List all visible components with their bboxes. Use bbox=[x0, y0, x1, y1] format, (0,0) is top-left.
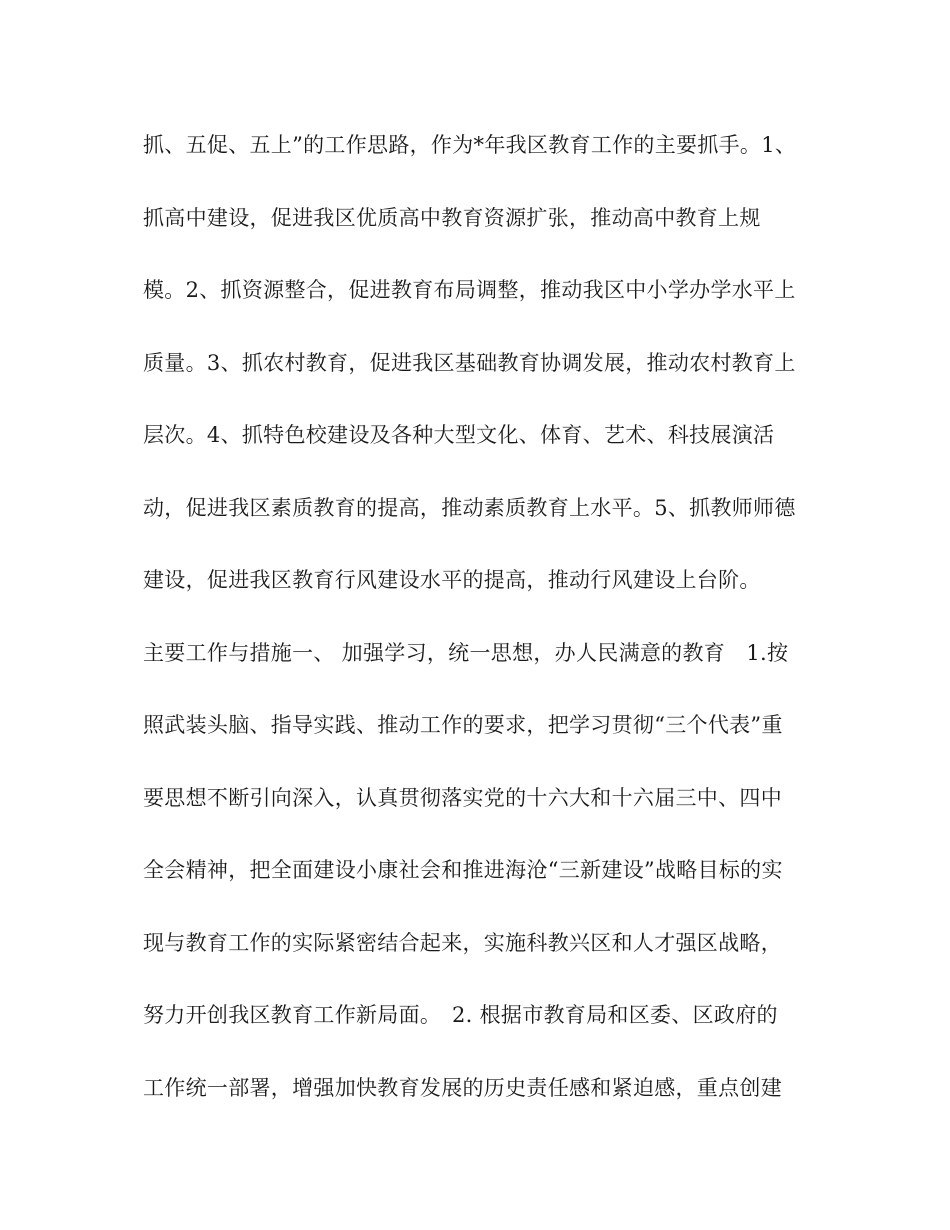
text-line: 抓、五促、五上”的工作思路，作为*年我区教育工作的主要抓手。1、 bbox=[143, 133, 797, 157]
text-line: 工作统一部署，增强加快教育发展的历史责任感和紧迫感，重点创建 bbox=[143, 1075, 782, 1100]
text-line: 主要工作与措施一、 加强学习，统一思想，办人民满意的教育 1.按 bbox=[143, 640, 789, 665]
text-line: 动，促进我区素质教育的提高，推动素质教育上水平。5、抓教师师德 bbox=[143, 495, 796, 520]
text-line: 抓高中建设，促进我区优质高中教育资源扩张，推动高中教育上规 bbox=[143, 205, 761, 230]
text-line: 要思想不断引向深入，认真贯彻落实党的十六大和十六届三中、四中 bbox=[143, 785, 782, 810]
text-line: 建设，促进我区教育行风建设水平的提高，推动行风建设上台阶。 bbox=[143, 568, 761, 592]
body-text bbox=[143, 125, 823, 1140]
text-line: 照武装头脑、指导实践、推动工作的要求，把学习贯彻“三个代表”重 bbox=[143, 713, 783, 737]
text-line: 层次。4、抓特色校建设及各种大型文化、体育、艺术、科技展演活 bbox=[143, 423, 775, 447]
text-line: 现与教育工作的实际紧密结合起来，实施科教兴区和人才强区战略， bbox=[143, 930, 782, 955]
text-line: 模。2、抓资源整合，促进教育布局调整，推动我区中小学办学水平上 bbox=[143, 278, 796, 302]
text-line: 努力开创我区教育工作新局面。 2. 根据市教育局和区委、区政府的 bbox=[143, 1003, 778, 1027]
text-line: 质量。3、抓农村教育，促进我区基础教育协调发展，推动农村教育上 bbox=[143, 350, 796, 375]
text-line: 全会精神，把全面建设小康社会和推进海沧“三新建设”战略目标的实 bbox=[143, 858, 783, 882]
